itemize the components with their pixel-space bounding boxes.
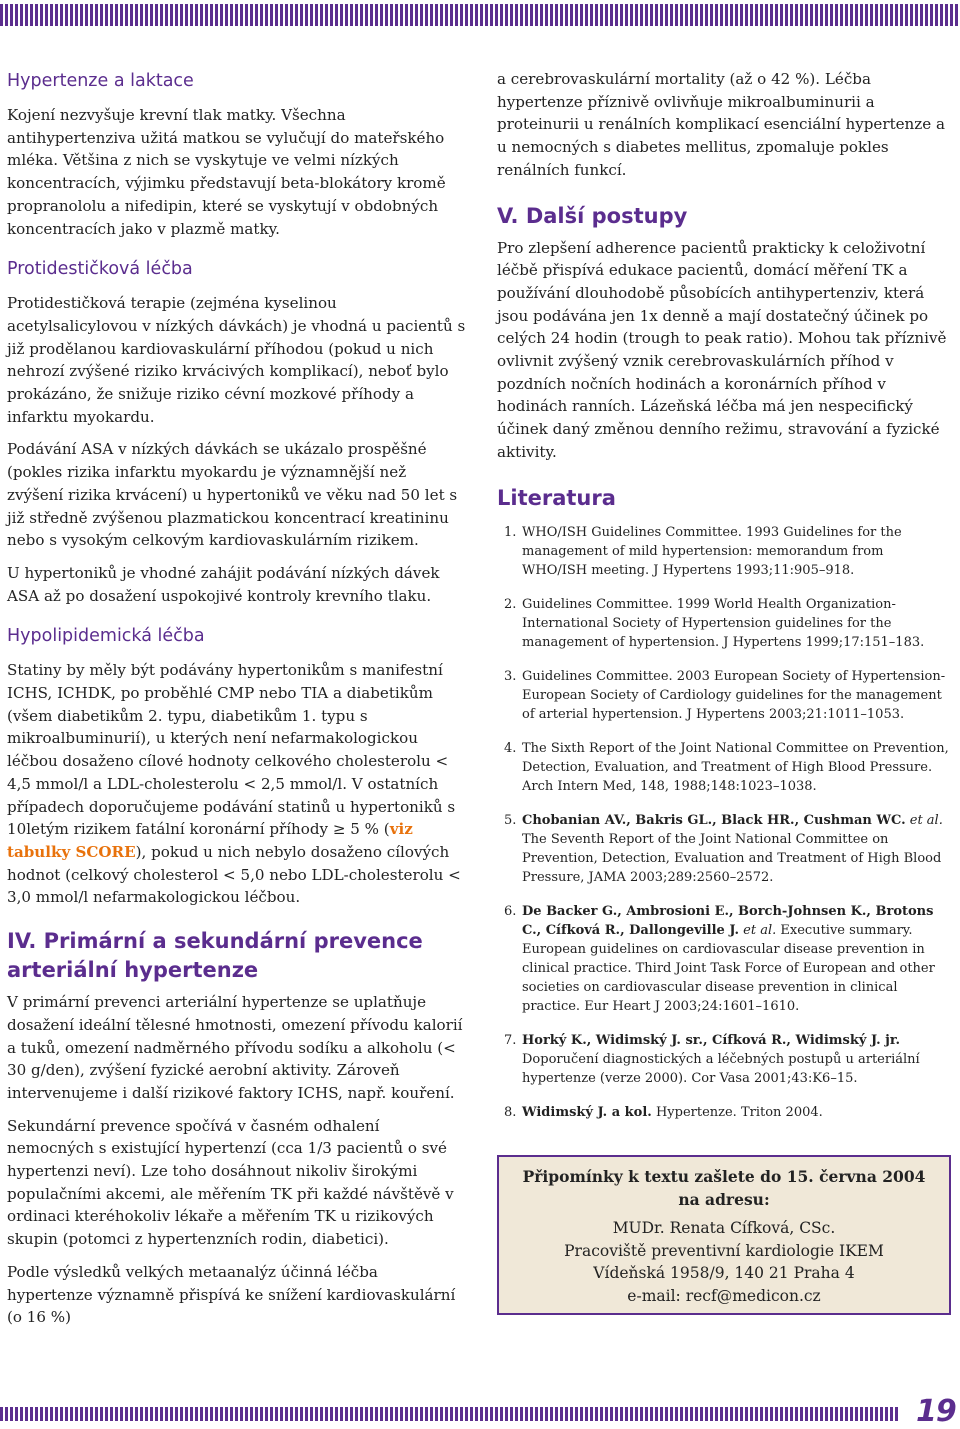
reference-item: 7. Horký K., Widimský J. sr., Cífková R., Widimský J. jr. Doporučení diagnostických a léčebných postupů u arteriální hypertenze (verze 2000). Cor Vasa 2001;43:K6–15. [504,1032,920,1086]
paragraph-prevence-1: V primární prevenci arteriální hypertenze se uplatňuje dosažení ideální tělesné hmotnosti, omezení přívodu kalorií a tuků, omezení nadměrného přívodu sodíku a alkoholu (< 30 g/den), zvýšení fyzické aerobní aktivity. Zároveň intervenujeme i další rizikové faktory ICHS, např. kouření. [7,993,463,1102]
contact-name: MUDr. Renata Cífková, CSc. [612,1219,836,1237]
heading-hypolipidemicka: Hypolipidemická léčba [7,626,205,647]
reference-authors: De Backer G., Ambrosioni E., Borch-Johnsen K., Brotons C., Cífková R., Dallongeville J. [522,903,934,938]
contact-box [497,1155,951,1315]
contact-workplace: Pracoviště preventivní kardiologie IKEM [564,1241,884,1260]
contact-title-line-2: na adresu: [678,1190,770,1209]
heading-laktace: Hypertenze a laktace [7,71,194,91]
paragraph-protidesticka-3: U hypertoniků je vhodné zahájit podávání nízkých dávek ASA až po dosažení uspokojivé kontroly krevního tlaku. [7,563,440,605]
right-column [497,68,952,1137]
reference-item: 5. Chobanian AV., Bakris GL., Black HR., Cushman WC. et al. The Seventh Report of the Joint National Committee on Prevention, Detection, Evaluation and Treatment of High Blood Pressure, JAMA 2003;289:2560–2572. [504,812,943,885]
paragraph-continuation: a cerebrovaskulární mortality (až o 42 %). Léčba hypertenze příznivě ovlivňuje mikroalbuminurii a proteinurii u renálních komplikací esenciální hypertenze a u nemocných s diabetes mellitus, zpomaluje pokles renálních funkcí. [497,70,945,179]
reference-item: 1. WHO/ISH Guidelines Committee. 1993 Guidelines for the management of mild hypertension: memorandum from WHO/ISH meeting. J Hypertens 1993;11:905–918. [504,524,902,578]
reference-item: 4. The Sixth Report of the Joint National Committee on Prevention, Detection, Evaluation, and Treatment of High Blood Pressure. Arch Intern Med, 148, 1988;148:1023–1038. [504,740,949,794]
paragraph-laktace: Kojení nezvyšuje krevní tlak matky. Všechna antihypertenziva užitá matkou se vylučují do mateřského mléka. Většina z nich se vyskytuje ve velmi nízkých koncentracích, výjimku představují beta-blokátory kromě propranololu a nifedipin, které se vyskytují v obdobných koncentracích jako v plazmě matky. [7,106,446,238]
reference-authors: Widimský J. a kol. [522,1104,652,1120]
reference-authors: Chobanian AV., Bakris GL., Black HR., Cushman WC. [522,812,906,828]
paragraph-prevence-2: Sekundární prevence spočívá v časném odhalení nemocných s existující hypertenzí (cca 1/3 pacientů o své hypertenzi neví). Lze toho dosáhnout nikoliv širokými populačními akcemi, ale měřením TK při každé návštěvě v ordinaci kteréhokoliv lékaře a měřením TK u rizikových skupin (potomci z hypertenzních rodin, diabetici). [7,1116,454,1249]
paragraph-hypolipidemicka-text-a: Statiny by měly být podávány hypertonikům s manifestní ICHS, ICHDK, po proběhlé CMP nebo TIA a diabetikům (všem diabetikům 2. typu, diabetikům 1. typu s mikroalbuminurií), u kterých není nefarmakologickou léčbou dosaženo cílové hodnoty celkového cholesterolu < 4,5 mmol/l a LDL-cholesterolu < 2,5 mmol/l. V ostatních případech doporučujeme podávání statinů u hypertoniků s 10letým rizikem fatální koronární příhody ≥ 5 % ( [7,661,456,839]
paragraph-dalsi-postupy: Pro zlepšení adherence pacientů prakticky k celoživotní léčbě přispívá edukace pacientů, domácí měření TK a používání dlouhodobě působících antihypertenziv, která jsou podávána jen 1x denně a mají dostatečný účinek po celých 24 hodin (trough to peak ratio). Mohou tak příznivě ovlivnit zvýšený vznik cerebrovaskulárních příhod v pozdních nočních hodinách a koronárních příhod v hodinách ranních. Lázeňská léčba má jen nespecifický účinek daný změnou denního režimu, stravování a fyzické aktivity. [497,238,947,461]
paragraph-hypolipidemicka [7,659,467,909]
left-column [7,68,467,1339]
reference-item: 2. Guidelines Committee. 1999 World Health Organization-International Society of Hypertension guidelines for the management of hypertension. J Hypertens 1999;17:151–183. [504,596,925,650]
heading-prevence: IV. Primární a sekundární prevence arteriální hypertenze [7,929,423,983]
reference-etal: et al. [909,812,943,828]
contact-address: Vídeňská 1958/9, 140 21 Praha 4 [593,1264,855,1282]
top-decorative-stripe [0,4,960,26]
heading-literatura: Literatura [497,485,616,510]
reference-authors: Horký K., Widimský J. sr., Cífková R., Widimský J. jr. [522,1032,901,1048]
paragraph-protidesticka-1: Protidestičková terapie (zejména kyselinou acetylsalicylovou v nízkých dávkách) je vhodná u pacientů s již prodělanou kardiovaskulární příhodou (pokud u nich nehrozí zvýšené riziko krvácivých komplikací), neboť bylo prokázáno, že snižuje riziko cévní mozkové příhody a infarktu myokardu. [7,294,466,426]
reference-item: 3. Guidelines Committee. 2003 European Society of Hypertension-European Society of Cardiology guidelines for the management of arterial hypertension. J Hypertens 2003;21:1011–1053. [504,668,946,722]
contact-title-line-1: Připomínky k textu zašlete do 15. června 2004 [522,1167,926,1186]
page-number: 19 [916,1394,956,1429]
paragraph-hypolipidemicka-text-b: ), pokud u nich nebylo dosaženo cílových hodnot (celkový cholesterol < 5,0 nebo LDL-cholesterolu < 3,0 mmol/l nefarmakologickou léčbou. [7,842,461,907]
paragraph-prevence-3: Podle výsledků velkých metaanalýz účinná léčba hypertenze významně přispívá ke snížení kardiovaskulární (o 16 %) [7,1262,456,1327]
score-table-link[interactable]: viz tabulky SCORE [7,820,413,861]
contact-email[interactable]: e-mail: recf@medicon.cz [627,1286,821,1305]
reference-etal: et al. [743,922,777,938]
bottom-decorative-stripe [0,1407,900,1421]
reference-list [497,523,952,1122]
heading-dalsi-postupy: V. Další postupy [497,203,688,228]
heading-protidesticka: Protidestičková léčba [7,259,193,280]
reference-item: 8. Widimský J. a kol. Hypertenze. Triton 2004. [504,1104,823,1120]
paragraph-protidesticka-2: Podávání ASA v nízkých dávkách se ukázalo prospěšné (pokles rizika infarktu myokardu je významnější než zvýšení rizika krvácení) u hypertoniků ve věku nad 50 let s již středně zvýšenou plazmatickou koncentrací kreatininu nebo s vysokým celkovým kardiovaskulárním rizikem. [7,440,458,550]
reference-item: 6. De Backer G., Ambrosioni E., Borch-Johnsen K., Brotons C., Cífková R., Dallongeville J. et al. Executive summary. European guidelines on cardiovascular disease prevention in clinical practice. Third Joint Task Force of European and other societies on cardiovascular disease prevention in clinical practice. Eur Heart J 2003;24:1601–1610. [504,903,935,1014]
